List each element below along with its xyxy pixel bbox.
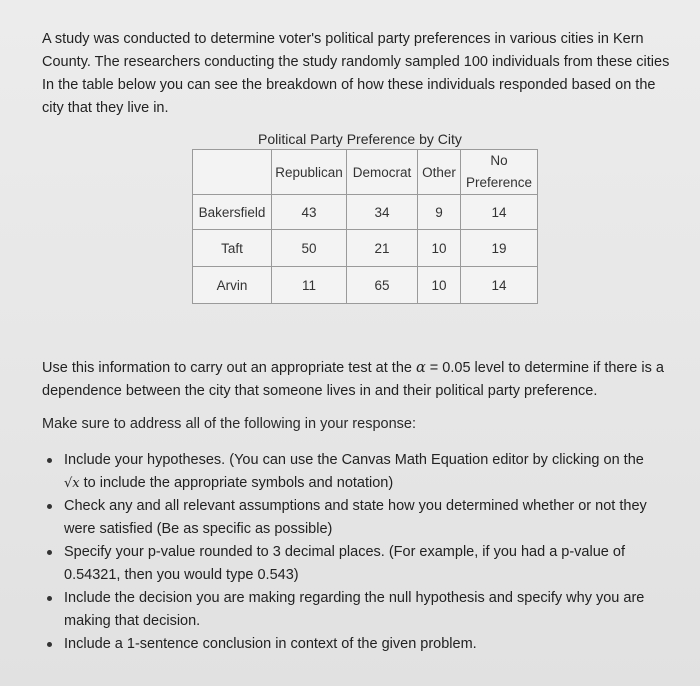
- intro-paragraph: A study was conducted to determine voter's political party preferences in various cities in Kern County. The researchers conducting the study randomly sampled 100 individuals from these cities In the table below you can see the breakdown of how these individuals responded based on the city that they live in.: [42, 31, 670, 116]
- hypotheses-text: Include your hypotheses. (You can use the Canvas Math Equation editor by clicking on the: [64, 452, 644, 468]
- list-item: Include the decision you are making regarding the null hypothesis and specify why you are making that decision.: [42, 587, 682, 633]
- table-title: Political Party Preference by City: [258, 131, 462, 147]
- row-label-city: Arvin: [193, 267, 272, 304]
- table-cell: 50: [272, 230, 347, 267]
- table-row: [193, 267, 538, 304]
- list-item: Check any and all relevant assumptions and state how you determined whether or not they were satisfied (Be as specific as possible): [42, 495, 682, 541]
- question-text-part1: Use this information to carry out an appropriate test at the: [42, 360, 416, 376]
- table-header-row: [193, 150, 538, 195]
- alpha-symbol: α: [415, 360, 426, 376]
- question-text-part2: = 0.05 level to determine if there is a dependence between the city that someone lives in and their political party preference.: [42, 360, 664, 399]
- header-other: Other: [418, 150, 461, 195]
- instructions-lead: Make sure to address all of the following in your response:: [42, 416, 416, 432]
- table-row: [193, 230, 538, 267]
- table-cell: 65: [347, 267, 418, 304]
- table-cell: 21: [347, 230, 418, 267]
- table-cell: 14: [461, 267, 538, 304]
- table-cell: 9: [418, 195, 461, 230]
- sqrt-x-icon: √x: [64, 476, 80, 491]
- header-no-preference: No Preference: [461, 150, 538, 195]
- requirements-list: [42, 449, 682, 656]
- preference-table: [192, 149, 538, 304]
- table-cell: 10: [418, 267, 461, 304]
- header-democrat: Democrat: [347, 150, 418, 195]
- header-republican: Republican: [272, 150, 347, 195]
- table-cell: 14: [461, 195, 538, 230]
- table-cell: 34: [347, 195, 418, 230]
- list-item: [42, 449, 682, 495]
- table-cell: 10: [418, 230, 461, 267]
- list-item: Include a 1-sentence conclusion in context of the given problem.: [42, 633, 682, 656]
- row-label-city: Bakersfield: [193, 195, 272, 230]
- table-cell: 43: [272, 195, 347, 230]
- header-cell-empty: [193, 150, 272, 195]
- hypotheses-text-2: to include the appropriate symbols and notation): [79, 475, 394, 491]
- table-cell: 19: [461, 230, 538, 267]
- question-paragraph: [42, 357, 692, 403]
- row-label-city: Taft: [193, 230, 272, 267]
- list-item: Specify your p-value rounded to 3 decimal places. (For example, if you had a p-value of 0.54321, then you would type 0.543): [42, 541, 682, 587]
- table-row: [193, 195, 538, 230]
- table-cell: 11: [272, 267, 347, 304]
